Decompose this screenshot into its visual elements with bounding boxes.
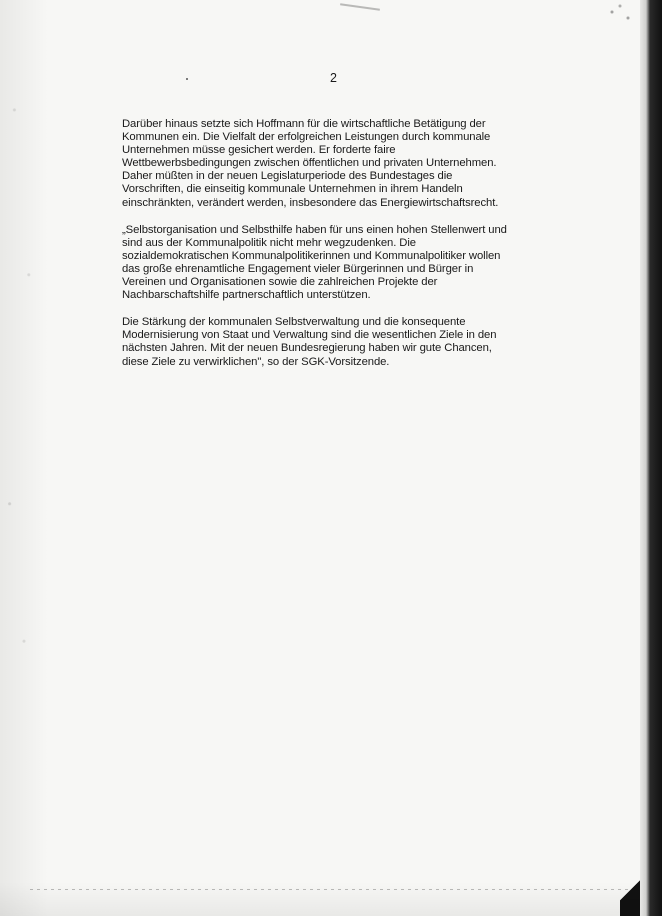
scan-edge-bottom	[0, 882, 640, 916]
paragraph	[122, 118, 532, 210]
page-number: 2	[330, 71, 337, 85]
text-line: sind aus der Kommunalpolitik nicht mehr wegzudenken. Die	[122, 236, 416, 249]
scan-corner-artifact	[600, 0, 640, 30]
paragraph	[122, 316, 532, 368]
text-line: Kommunen ein. Die Vielfalt der erfolgreichen Leistungen durch kommunale	[122, 131, 491, 144]
scan-edge-right	[640, 0, 662, 916]
text-line: Die Stärkung der kommunalen Selbstverwaltung und die konsequente	[122, 316, 466, 329]
text-line: nächsten Jahren. Mit der neuen Bundesregierung haben wir gute Chancen,	[122, 342, 492, 355]
scan-smudge	[340, 3, 380, 11]
text-line: sozialdemokratischen Kommunalpolitikerinnen und Kommunalpolitiker wollen	[122, 249, 501, 262]
text-line: „Selbstorganisation und Selbsthilfe haben für uns einen hohen Stellenwert und	[122, 223, 507, 236]
scan-edge-left	[0, 0, 48, 916]
paragraph	[122, 224, 532, 303]
text-line: Wettbewerbsbedingungen zwischen öffentlichen und privaten Unternehmen.	[122, 157, 497, 170]
text-line: Nachbarschaftshilfe partnerschaftlich unterstützen.	[122, 289, 371, 302]
text-line: diese Ziele zu verwirklichen", so der SGK-Vorsitzende.	[122, 355, 390, 368]
document-body	[122, 118, 532, 383]
text-line: Vorschriften, die einseitig kommunale Unternehmen in ihrem Handeln	[122, 183, 463, 196]
text-line: Vereinen und Organisationen sowie die zahlreichen Projekte der	[122, 276, 438, 289]
text-line: Modernisierung von Staat und Verwaltung sind die wesentlichen Ziele in den	[122, 329, 497, 342]
text-line: einschränkten, verändert werden, insbesondere das Energiewirtschaftsrecht.	[122, 196, 499, 209]
text-line: das große ehrenamtliche Engagement vieler Bürgerinnen und Bürger in	[122, 262, 474, 275]
text-line: Daher müßten in der neuen Legislaturperiode des Bundestages die	[122, 170, 453, 183]
text-line: Unternehmen müsse gesichert werden. Er forderte faire	[122, 144, 396, 157]
scan-dot	[186, 78, 188, 80]
text-line: Darüber hinaus setzte sich Hoffmann für die wirtschaftliche Betätigung der	[122, 118, 486, 130]
